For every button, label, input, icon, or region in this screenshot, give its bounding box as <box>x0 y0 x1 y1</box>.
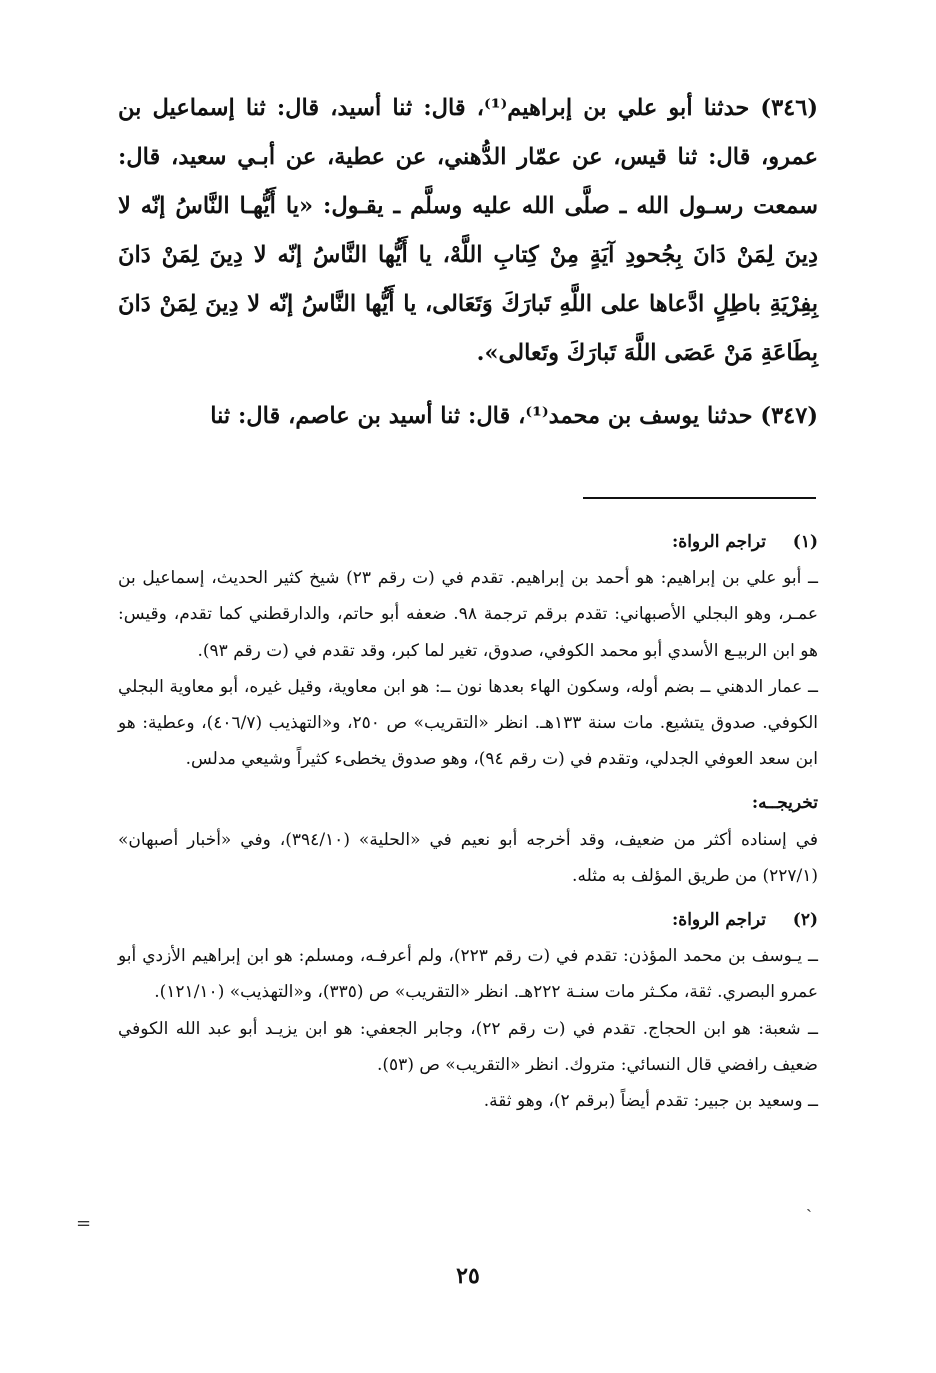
hadith-entry-346: (٣٤٦) حدثنا أبو علي بن إبراهيم⁽¹⁾، قال: ثنا أسيد، قال: ثنا إسماعيل بن عمرو، قال: ثنا قيس، عن عمّار الدُّهني، عن عطية، عن أبـي سعيد، قال: سمعت رسـول الله ـ صلَّى الله عليه وسلَّم ـ يقـول: «يا أَيُّهـا النَّاسُ إنّه لا دِينَ لِمَنْ دَانَ بِجُحودِ آيَةٍ مِنْ كِتابِ اللَّهْ، يا أَيُّها النَّاسُ إنّه لا دِينَ لِمَنْ دَانَ بِفِرْيَةِ باطِلٍ ادَّعاها على اللَّهِ تَبارَكَ وَتَعَالى، يا أَيُّها النَّاسُ إنّه لا دِينَ لِمَنْ دَانَ بِطَاعَةِ مَنْ عَصَى اللَّهَ تَبارَكَ وتَعالى». <box>118 95 818 366</box>
margin-mark-right: ˎ <box>806 1192 812 1213</box>
footnote-2-para-1: ــ يـوسف بن محمد المؤذن: تقدم في (ت رقم ٢٢٣)، ولم أعرفـه، ومسلم: هو ابن إبراهيم الأزدي أبو عمرو البصري. ثقة، مكـثر مات سنـة ٢٢٢هـ. انظر «التقريب» ص (٣٣٥)، و«التهذيب» (١٢١/١٠). <box>118 946 819 1003</box>
footnote-2-para-3: ــ وسعيد بن جبير: تقدم أيضاً (برقم ٢)، وهو ثقة. <box>483 1091 818 1112</box>
footnotes-section <box>118 524 818 1119</box>
footnote-separator <box>583 497 816 499</box>
footnote-2-para-2: ــ شعبة: هو ابن الحجاج. تقدم في (ت رقم ٢٢)، وجابر الجعفي: هو ابن يزيـد أبو عبد الله الكوفي ضعيف رافضي قال النسائي: متروك. انظر «التقريب» ص (٥٣). <box>118 1018 818 1075</box>
hadith-text <box>118 84 818 441</box>
footnote-1-number: (١) <box>792 532 818 552</box>
footnote-1-heading-text: تراجم الرواة: <box>672 532 766 552</box>
footnote-2 <box>118 902 818 1119</box>
footnote-1 <box>118 524 818 894</box>
footnote-1-takhrij-heading: تخريجــه: <box>751 793 818 814</box>
footnote-1-para-2: ــ عمار الدهني ــ بضم أوله، وسكون الهاء بعدها نون ــ: هو ابن معاوية، وقيل غيره، أبو معاوية البجلي الكوفي. صدوق يتشيع. مات سنة ١٣٣هـ. انظر «التقريب» ص ٢٥٠، و«التهذيب (٤٠٦/٧)، وعطية: هو ابن سعد العوفي الجدلي، وتقدم في (ت رقم ٩٤)، وهو صدوق يخطىء كثيراً وشيعي مدلس. <box>118 676 819 770</box>
margin-mark-left: = <box>76 1213 92 1234</box>
footnote-1-heading <box>118 524 818 560</box>
footnote-2-heading-text: تراجم الرواة: <box>672 910 766 931</box>
hadith-entry-347: (٣٤٧) حدثنا يوسف بن محمد⁽¹⁾، قال: ثنا أسيد بن عاصم، قال: ثنا <box>210 403 818 429</box>
footnote-1-takhrij-text: في إسناده أكثر من ضعيف، وقد أخرجه أبو نعيم في «الحلية» (٣٩٤/١٠)، وفي «أخبار أصبهان» (٢٢٧/١) من طريق المؤلف به مثله. <box>118 829 818 886</box>
footnote-2-heading <box>118 902 818 938</box>
footnote-1-para-1: ــ أبو علي بن إبراهيم: هو أحمد بن إبراهيم. تقدم في (ت رقم ٢٣) شيخ كثير الحديث، إسماعيل بن عمـر، وهو البجلي الأصبهاني: تقدم برقم ترجمة ٩٨. ضعفه أبو حاتم، والدارقطني كما تقدم، وقيس: هو ابن الربيـع الأسدي أبو محمد الكوفي، صدوق، تغير لما كبر، وقد تقدم في (ت رقم ٩٣). <box>118 568 818 661</box>
footnote-2-number: (٢) <box>792 910 818 931</box>
page-number: ٢٥ <box>456 1263 480 1289</box>
